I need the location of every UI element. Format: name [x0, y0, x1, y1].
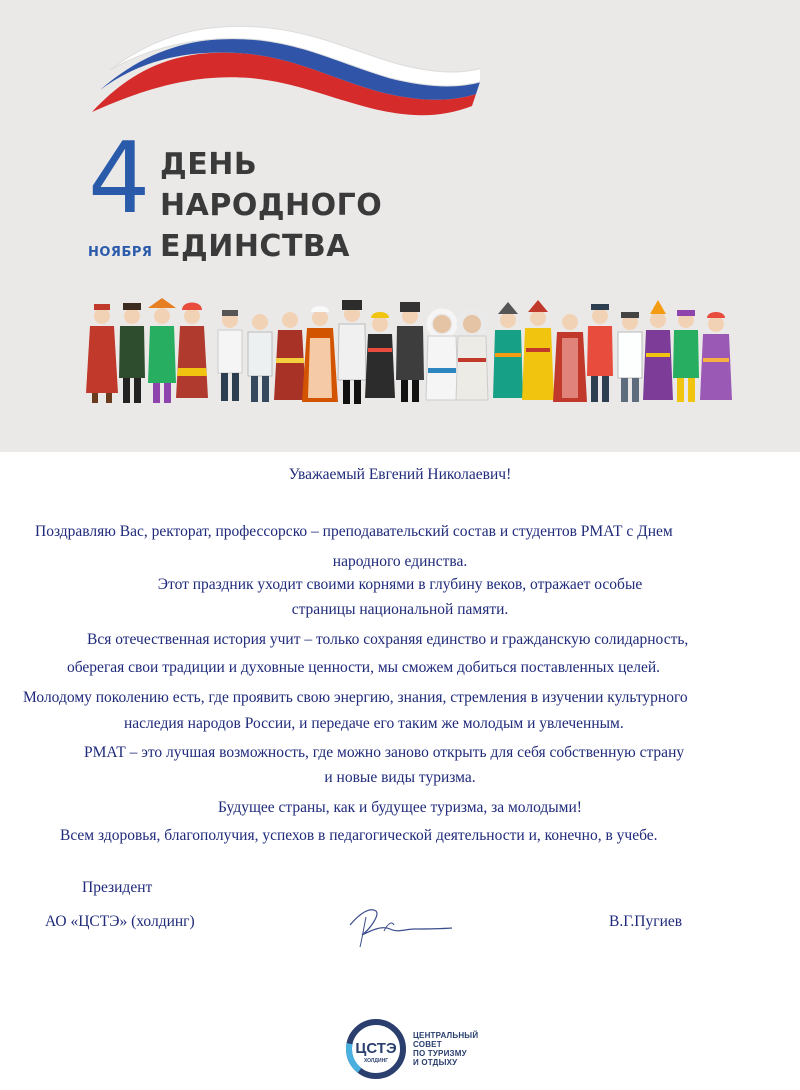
signer-name: В.Г.Пугиев [609, 913, 683, 930]
figure [248, 314, 272, 402]
letter-line-7: Молодому поколению есть, где проявить свою энергию, знания, стремления в изучении культурного [23, 689, 688, 706]
cste-logo-mark [345, 1018, 407, 1080]
letter-line-12: Всем здоровья, благополучия, успехов в педагогической деятельности и, конечно, в учебе. [60, 827, 658, 844]
figure [176, 303, 208, 399]
logo-mark-text: ЦСТЭ [355, 1040, 397, 1057]
day-number: 4 [88, 122, 151, 236]
letter-line-6: оберегая свои традиции и духовные ценности, мы сможем добиться поставленных целей. [67, 659, 661, 676]
figure [493, 302, 523, 398]
month-label: НОЯБРЯ [88, 245, 153, 260]
figure [86, 304, 118, 403]
signer-organization: АО «ЦСТЭ» (холдинг) [45, 913, 195, 930]
holiday-title-line-2: НАРОДНОГО [160, 188, 383, 223]
figure [302, 306, 338, 402]
letter-line-3: Этот праздник уходит своими корнями в глубину веков, отражает особые [157, 576, 643, 593]
holiday-banner [0, 0, 800, 452]
folk-costume-figures-illustration [80, 298, 740, 418]
letter-line-5: Вся отечественная история учит – только сохраняя единство и гражданскую солидарность, [87, 631, 689, 648]
logo-text-line-2: СОВЕТ [413, 1040, 442, 1049]
figure [365, 312, 395, 398]
figure [618, 312, 642, 402]
letter-line-11: Будущее страны, как и будущее туризма, за молодыми! [218, 799, 582, 816]
figure [700, 312, 732, 400]
figure [522, 300, 554, 400]
signer-title: Президент [82, 879, 153, 896]
handwritten-signature [340, 895, 460, 955]
figure [587, 304, 613, 402]
letter-line-2: народного единства. [332, 553, 468, 570]
figure [643, 300, 673, 400]
figure [218, 310, 242, 401]
letter-line-10: и новые виды туризма. [324, 769, 476, 786]
logo-text-line-1: ЦЕНТРАЛЬНЫЙ [413, 1031, 479, 1040]
figure [338, 300, 366, 404]
figure [673, 310, 699, 402]
logo-text-line-4: И ОТДЫХУ [413, 1058, 458, 1067]
holiday-title-line-1: ДЕНЬ [160, 147, 258, 182]
letter-line-1: Поздравляю Вас, ректорат, профессорско – преподавательский состав и студентов РМАТ с Днем [35, 523, 673, 540]
letter-line-9: РМАТ – это лучшая возможность, где можно заново открыть для себя собственную страну [84, 744, 685, 761]
figure [396, 302, 424, 402]
figure [274, 312, 306, 400]
letter-line-8: наследия народов России, и передаче его таким же молодым и увлеченным. [124, 715, 624, 732]
figure [119, 303, 145, 403]
letter-greeting: Уважаемый Евгений Николаевич! [288, 466, 512, 483]
letter-line-4: страницы национальной памяти. [291, 601, 509, 618]
figure [553, 314, 587, 402]
logo-mark-subtext: ХОЛДИНГ [363, 1058, 389, 1064]
figure [456, 311, 488, 400]
figure [148, 298, 176, 403]
figure [426, 311, 458, 400]
logo-text-line-3: ПО ТУРИЗМУ [413, 1049, 467, 1058]
holiday-title-line-3: ЕДИНСТВА [160, 229, 350, 264]
